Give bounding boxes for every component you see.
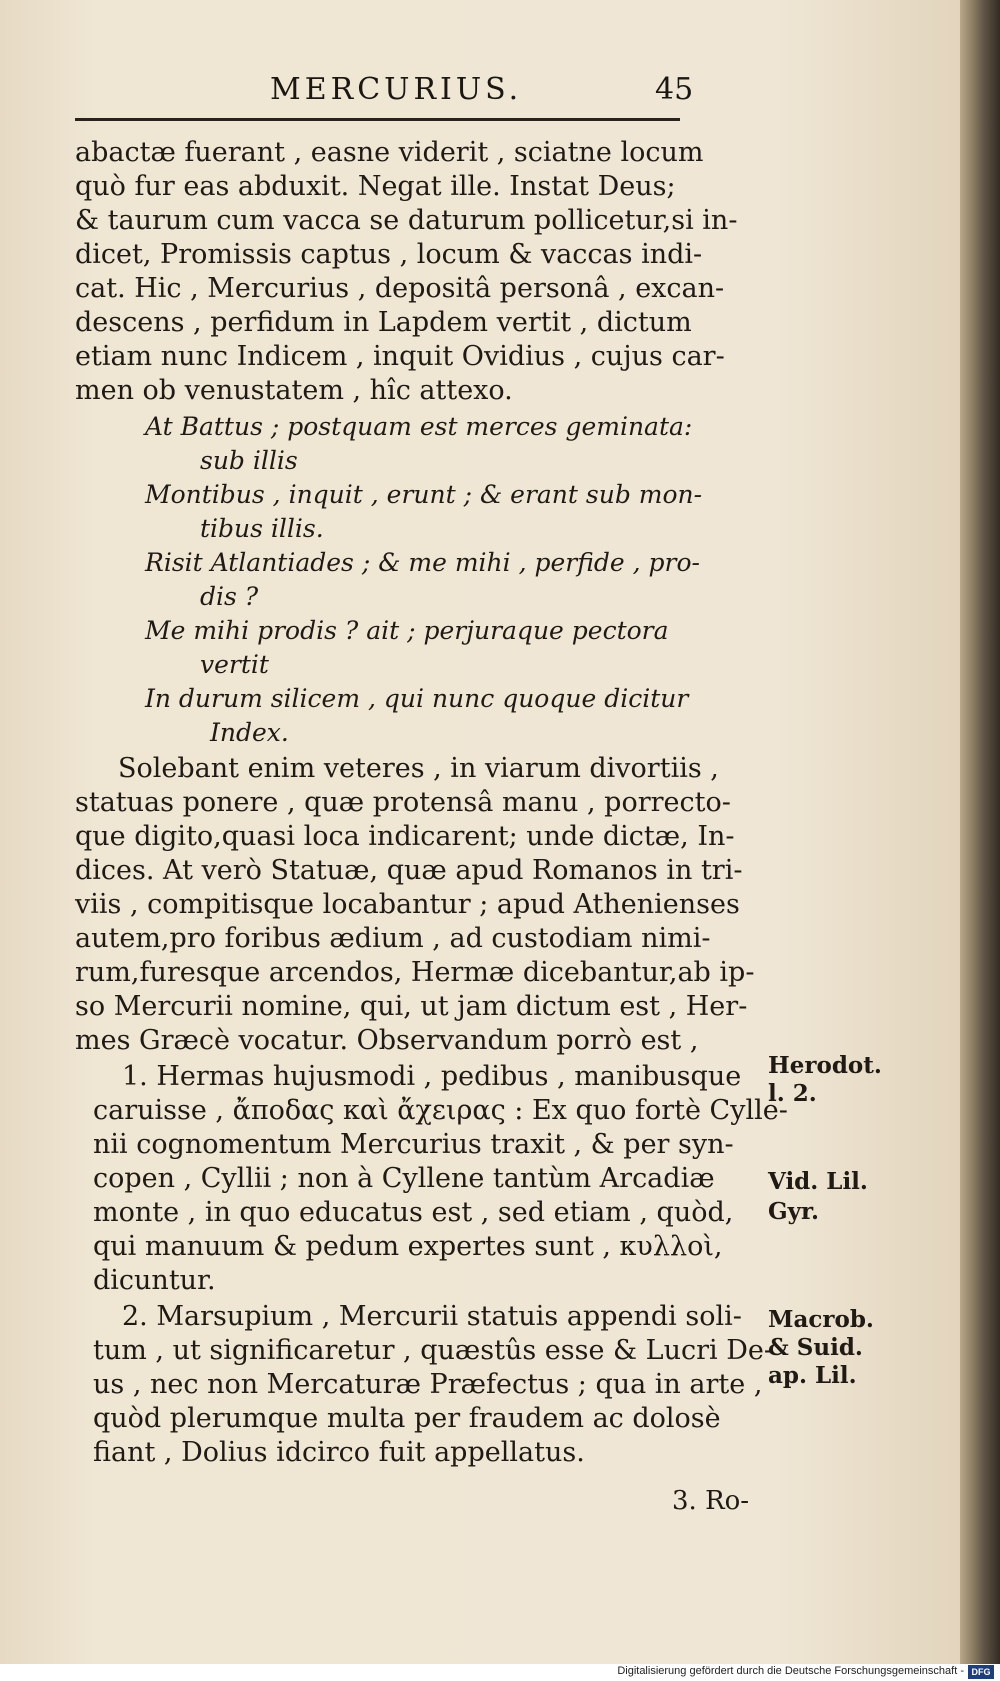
page-edge	[960, 0, 1000, 1664]
text-line: 1. Hermas hujusmodi , pedibus , manibusque	[122, 1061, 742, 1092]
text-line: rum,furesque arcendos, Hermæ dicebantur,ab ip-	[75, 957, 755, 988]
margin-note: Vid. Lil.	[768, 1168, 868, 1195]
text-line: Solebant enim veteres , in viarum divortiis ,	[118, 753, 719, 784]
text-line: abactæ fuerant , easne viderit , sciatne locum	[75, 137, 704, 168]
text-line: statuas ponere , quæ protensâ manu , porrecto-	[75, 787, 731, 818]
text-line: dicet, Promissis captus , locum & vaccas indi-	[75, 239, 703, 270]
verse-line: In durum silicem , qui nunc quoque dicitur	[145, 684, 689, 713]
page-number: 45	[655, 72, 694, 107]
text-line: descens , perfidum in Lapdem vertit , dictum	[75, 307, 692, 338]
text-line: dicuntur.	[93, 1265, 216, 1296]
verse-line: Risit Atlantiades ; & me mihi , perfide , pro-	[145, 548, 700, 577]
text-line: qui manuum & pedum expertes sunt , κυλλοὶ,	[93, 1231, 723, 1262]
margin-note: Herodot.	[768, 1052, 882, 1079]
margin-note: & Suid.	[768, 1334, 863, 1361]
verse-line: Montibus , inquit , erunt ; & erant sub mon-	[145, 480, 703, 509]
margin-note: l. 2.	[768, 1080, 817, 1107]
text-line: etiam nunc Indicem , inquit Ovidius , cujus car-	[75, 341, 725, 372]
text-line: quòd plerumque multa per fraudem ac dolosè	[93, 1403, 721, 1434]
text-line: monte , in quo educatus est , sed etiam , quòd,	[93, 1197, 734, 1228]
text-line: fiant , Dolius idcirco fuit appellatus.	[93, 1437, 585, 1468]
text-line: que digito,quasi loca indicarent; unde dictæ, In-	[75, 821, 735, 852]
text-line: & taurum cum vacca se daturum pollicetur,si in-	[75, 205, 738, 236]
text-line: mes Græcè vocatur. Observandum porrò est ,	[75, 1025, 699, 1056]
margin-note: ap. Lil.	[768, 1362, 857, 1389]
catchword: 3. Ro-	[672, 1486, 750, 1516]
text-line: so Mercurii nomine, qui, ut jam dictum est , Her-	[75, 991, 748, 1022]
verse-line: vertit	[200, 650, 269, 679]
text-line: caruisse , ἄποδας καὶ ἄχειρας : Ex quo fortè Cylle-	[93, 1095, 788, 1126]
verse-line: tibus illis.	[200, 514, 324, 543]
text-line: autem,pro foribus ædium , ad custodiam nimi-	[75, 923, 711, 954]
text-line: us , nec non Mercaturæ Præfectus ; qua in arte ,	[93, 1369, 763, 1400]
text-line: cat. Hic , Mercurius , depositâ personâ , excan-	[75, 273, 725, 304]
running-head-title: MERCURIUS.	[270, 72, 523, 107]
verse-line: sub illis	[200, 446, 298, 475]
text-line: dices. At verò Statuæ, quæ apud Romanos in tri-	[75, 855, 743, 886]
margin-note: Macrob.	[768, 1306, 874, 1333]
text-line: nii cognomentum Mercurius traxit , & per syn-	[93, 1129, 734, 1160]
verse-line: Index.	[210, 718, 289, 747]
verse-line: dis ?	[200, 582, 259, 611]
text-line: viis , compitisque locabantur ; apud Athenienses	[75, 889, 740, 920]
text-line: men ob venustatem , hîc attexo.	[75, 375, 513, 406]
margin-note: Gyr.	[768, 1198, 820, 1225]
text-line: tum , ut significaretur , quæstûs esse & Lucri De-	[93, 1335, 773, 1366]
text-line: copen , Cyllii ; non à Cyllene tantùm Arcadiæ	[93, 1163, 715, 1194]
verse-line: Me mihi prodis ? ait ; perjuraque pectora	[145, 616, 669, 645]
text-line: quò fur eas abduxit. Negat ille. Instat Deus;	[75, 171, 676, 202]
header-rule	[75, 118, 680, 121]
dfg-logo: DFG	[968, 1665, 994, 1679]
text-line: 2. Marsupium , Mercurii statuis appendi soli-	[122, 1301, 742, 1332]
footer-credit: Digitalisierung gefördert durch die Deutsche Forschungsgemeinschaft -	[617, 1665, 964, 1677]
verse-line: At Battus ; postquam est merces geminata:	[145, 412, 693, 441]
